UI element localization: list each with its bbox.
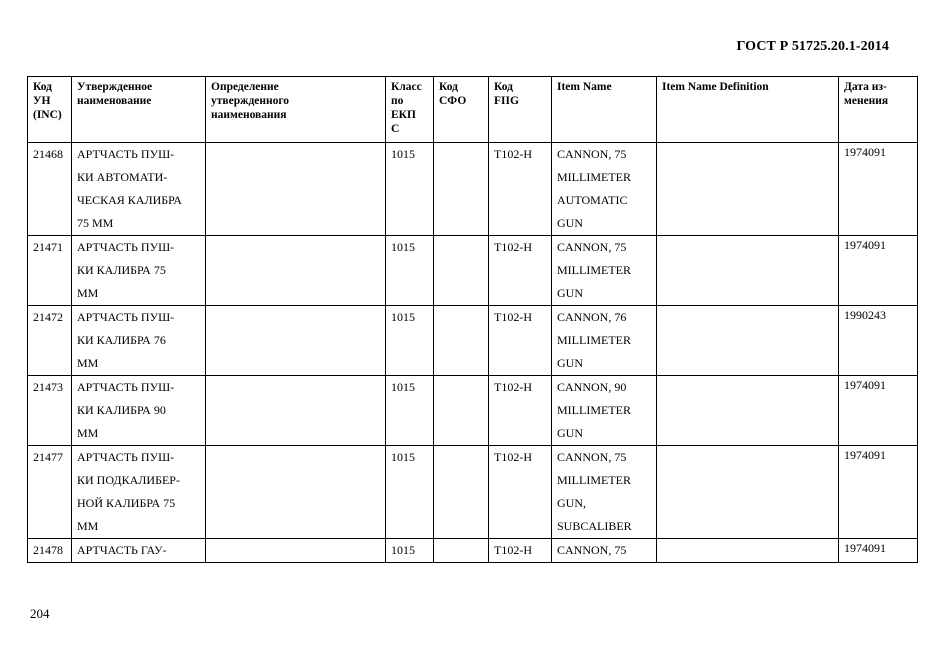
cell-date: 1974091 bbox=[839, 446, 918, 539]
cell-item-definition bbox=[657, 376, 839, 446]
cell-item-name: CANNON, 75 MILLIMETER GUN bbox=[552, 236, 657, 306]
cell-definition bbox=[206, 306, 386, 376]
cell-item-definition bbox=[657, 236, 839, 306]
cell-sfo bbox=[434, 539, 489, 563]
cell-item-definition bbox=[657, 143, 839, 236]
cell-approved-name: АРТЧАСТЬ ПУШ- КИ КАЛИБРА 90 ММ bbox=[72, 376, 206, 446]
cell-class: 1015 bbox=[386, 376, 434, 446]
cell-definition bbox=[206, 446, 386, 539]
cell-approved-name: АРТЧАСТЬ ПУШ- КИ КАЛИБРА 75 ММ bbox=[72, 236, 206, 306]
cell-item-name: CANNON, 90 MILLIMETER GUN bbox=[552, 376, 657, 446]
cell-date: 1974091 bbox=[839, 376, 918, 446]
table-row bbox=[28, 539, 918, 563]
cell-code: 21472 bbox=[28, 306, 72, 376]
cell-fiig: T102-H bbox=[489, 539, 552, 563]
cell-fiig: T102-H bbox=[489, 306, 552, 376]
cell-fiig: T102-H bbox=[489, 446, 552, 539]
cell-approved-name: АРТЧАСТЬ ПУШ- КИ КАЛИБРА 76 ММ bbox=[72, 306, 206, 376]
cell-class: 1015 bbox=[386, 539, 434, 563]
header-item-name: Item Name bbox=[552, 77, 657, 143]
header-fiig: Код FIIG bbox=[489, 77, 552, 143]
cell-date: 1974091 bbox=[839, 236, 918, 306]
cell-definition bbox=[206, 236, 386, 306]
cell-item-definition bbox=[657, 446, 839, 539]
header-class: Класс по ЕКП С bbox=[386, 77, 434, 143]
cell-fiig: T102-H bbox=[489, 143, 552, 236]
cell-code: 21478 bbox=[28, 539, 72, 563]
header-sfo: Код СФО bbox=[434, 77, 489, 143]
cell-item-name: CANNON, 75 MILLIMETER GUN, SUBCALIBER bbox=[552, 446, 657, 539]
table-row bbox=[28, 236, 918, 306]
cell-code: 21468 bbox=[28, 143, 72, 236]
header-approved-name: Утвержденное наименование bbox=[72, 77, 206, 143]
cell-definition bbox=[206, 143, 386, 236]
cell-item-name: CANNON, 75 bbox=[552, 539, 657, 563]
header-code: Код УН (INC) bbox=[28, 77, 72, 143]
cell-date: 1974091 bbox=[839, 539, 918, 563]
cell-date: 1990243 bbox=[839, 306, 918, 376]
cell-item-definition bbox=[657, 539, 839, 563]
cell-sfo bbox=[434, 306, 489, 376]
table-body bbox=[28, 143, 918, 563]
cell-class: 1015 bbox=[386, 446, 434, 539]
cell-approved-name: АРТЧАСТЬ ПУШ- КИ АВТОМАТИ- ЧЕСКАЯ КАЛИБРА 75 ММ bbox=[72, 143, 206, 236]
header-date: Дата из- менения bbox=[839, 77, 918, 143]
header-item-definition: Item Name Definition bbox=[657, 77, 839, 143]
cell-fiig: T102-H bbox=[489, 376, 552, 446]
cell-sfo bbox=[434, 446, 489, 539]
cell-sfo bbox=[434, 376, 489, 446]
cell-date: 1974091 bbox=[839, 143, 918, 236]
cell-approved-name: АРТЧАСТЬ ПУШ- КИ ПОДКАЛИБЕР- НОЙ КАЛИБРА 75 ММ bbox=[72, 446, 206, 539]
cell-item-name: CANNON, 75 MILLIMETER AUTOMATIC GUN bbox=[552, 143, 657, 236]
cell-sfo bbox=[434, 236, 489, 306]
nomenclature-table bbox=[27, 76, 918, 563]
table-row bbox=[28, 306, 918, 376]
cell-code: 21471 bbox=[28, 236, 72, 306]
cell-definition bbox=[206, 539, 386, 563]
cell-class: 1015 bbox=[386, 306, 434, 376]
cell-class: 1015 bbox=[386, 143, 434, 236]
document-header-code: ГОСТ Р 51725.20.1-2014 bbox=[736, 39, 889, 54]
cell-item-name: CANNON, 76 MILLIMETER GUN bbox=[552, 306, 657, 376]
table-header-row bbox=[28, 77, 918, 143]
cell-sfo bbox=[434, 143, 489, 236]
cell-fiig: T102-H bbox=[489, 236, 552, 306]
header-definition: Определение утвержденного наименования bbox=[206, 77, 386, 143]
table-row bbox=[28, 143, 918, 236]
table-row bbox=[28, 376, 918, 446]
cell-class: 1015 bbox=[386, 236, 434, 306]
cell-code: 21473 bbox=[28, 376, 72, 446]
table-row bbox=[28, 446, 918, 539]
cell-approved-name: АРТЧАСТЬ ГАУ- bbox=[72, 539, 206, 563]
page-number: 204 bbox=[30, 606, 50, 621]
cell-code: 21477 bbox=[28, 446, 72, 539]
cell-definition bbox=[206, 376, 386, 446]
cell-item-definition bbox=[657, 306, 839, 376]
